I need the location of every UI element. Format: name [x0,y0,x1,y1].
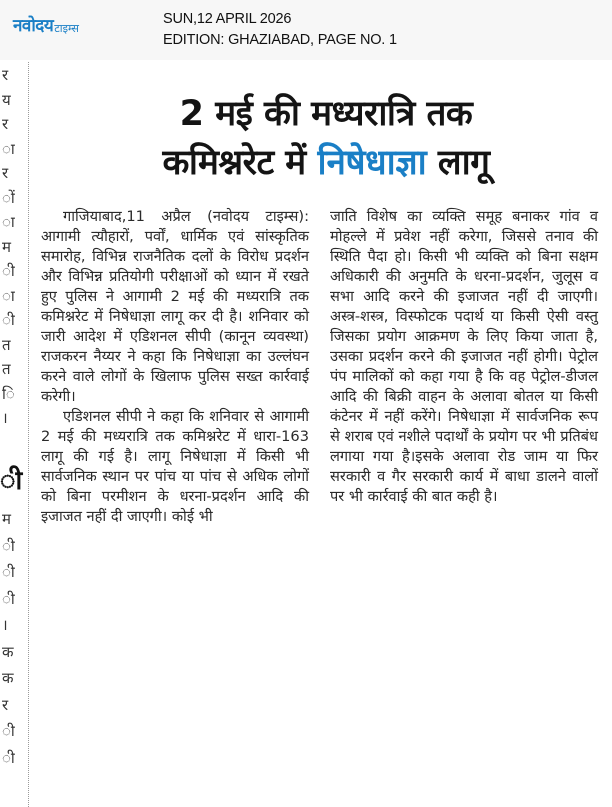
publication-date: SUN,12 APRIL 2026 [163,11,292,27]
fragment-glyph: र [2,695,9,714]
article-column-right [330,207,598,507]
edition-page: EDITION: GHAZIABAD, PAGE NO. 1 [163,32,397,48]
article-paragraph: गाजियाबाद,11 अप्रैल (नवोदय टाइम्स): आगामी त्यौहारों, पर्वों, धार्मिक एवं सांस्कृतिक समारोह, विभिन्न राजनैतिक दलों के विरोध प्रदर्शन और विभिन्न प्रतियोगी परीक्षाओं को ध्यान में रखते हुए पुलिस ने आगामी 2 मई की मध्यरात्रि तक कमिश्नरेट में निषेधाज्ञा लागू कर दी है। शनिवार को जारी आदेश में एडिशनल सीपी (कानून व्यवस्था) राजकरन नैय्यर ने कहा कि निषेधाज्ञा का उल्लंघन करने वाले लोगों के खिलाफ पुलिस सख्त कार्रवाई करेगी। [41,208,309,405]
article-paragraph: जाति विशेष का व्यक्ति समूह बनाकर गांव व मोहल्ले में प्रवेश नहीं करेगा, जिससे तनाव की स्थिति पैदा हो। किसी भी व्यक्ति को बिना सक्षम अधिकारी की अनुमति के धरना-प्रदर्शन, जुलूस व सभा आदि करने की इजाजत नहीं दी जाएगी। अस्त्र-शस्त्र, विस्फोटक पदार्थ या किसी ऐसी वस्तु जिसका प्रयोग आक्रमण के लिए किया जाता है, उसका प्रदर्शन करने की इजाजत नहीं होगी। पेट्रोल पंप मालिकों को कहा गया है कि वह पेट्रोल-डीजल आदि की बिक्री वाहन के अलावा बोतल या किसी कंटेनर में नहीं करेंगे। निषेधाज्ञा में सार्वजनिक रूप से शराब एवं नशीले पदार्थों के प्रयोग पर भी प्रतिबंध लगाया गया है।इसके अलावा रोड जाम या फिर सरकारी व गैर सरकारी कार्य में बाधा डालने वालों पर भी कार्रवाई की बात कही है। [330,208,598,505]
fragment-glyph: । [2,409,8,427]
fragment-glyph: ी [2,563,15,581]
fragment-glyph: म [2,510,11,528]
column-divider [28,62,29,807]
fragment-glyph: ी [2,722,15,740]
fragment-glyph: ी [2,589,15,608]
article-paragraph: एडिशनल सीपी ने कहा कि शनिवार से आगामी 2 मई की मध्यरात्रि तक कमिश्नरेट में धारा-163 लागू की गई है। लागू निषेधाज्ञा में किसी भी सार्वजनिक स्थान पर पांच या पांच से अधिक लोगों को बिना परमीशन के धरना-प्रदर्शन आदि की इजाजत नहीं दी जाएगी। कोई भी [41,408,309,525]
logo-main-text: नवोदय [13,16,54,36]
masthead [0,0,612,60]
fragment-glyph: र [2,115,9,133]
fragment-glyph: ि [2,384,15,403]
fragment-glyph: ा [2,286,15,305]
logo-sub-text: टाइम्स [54,22,79,35]
fragment-glyph: क [2,669,14,687]
headline-accent-word: निषेधाज्ञा [317,143,427,183]
fragment-glyph: म [2,237,11,256]
fragment-glyph: ा [2,213,15,231]
fragment-glyph: र [2,164,9,182]
newspaper-logo [13,10,79,36]
fragment-glyph: । [2,616,8,634]
fragment-glyph: ी [2,262,15,280]
fragment-glyph: क [2,642,14,661]
fragment-glyph: ी [2,536,15,555]
fragment-glyph: ों [2,188,15,207]
headline-line-1: 2 मई की मध्यरात्रि तक [179,94,473,134]
fragment-glyph: ी [2,311,15,329]
fragment-glyph: ा [2,139,15,158]
fragment-glyph: त [2,360,11,378]
fragment-glyph: य [2,90,11,109]
fragment-glyph: ी [0,466,23,496]
headline-line-2 [40,139,612,188]
fragment-glyph: ी [2,748,15,767]
edition-info [163,9,397,51]
fragment-glyph: त [2,335,11,354]
headline-line-2-start: कमिश्नरेट में [162,143,318,183]
article-column-left [41,207,309,527]
previous-article-fragment [0,62,27,807]
article-headline [40,90,612,188]
headline-line-2-end: लागू [426,143,490,183]
fragment-glyph: र [2,66,9,84]
